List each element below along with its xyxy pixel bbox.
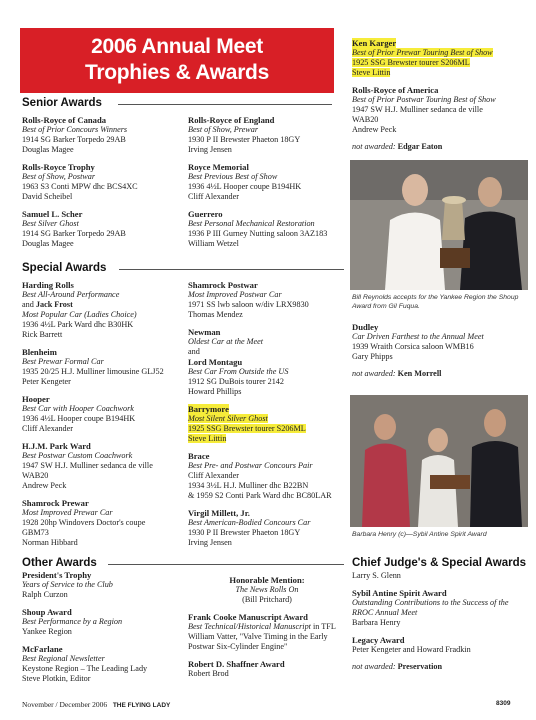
award-entry: Shamrock Prewar Most Improved Prewar Car 1928 20hp Windovers Doctor's coupe GBM73 Norman Hibbard bbox=[22, 498, 146, 547]
award-entry: Robert D. Shaffner Award Robert Brod bbox=[188, 659, 285, 678]
footer-magazine: THE FLYING LADY bbox=[112, 702, 171, 709]
award-entry: Sybil Antine Spirit Award Outstanding Contributions to the Success of the RROC Annual Meet Barbara Henry bbox=[352, 588, 509, 627]
award-entry: Guerrero Best Personal Mechanical Restoration 1936 P III Gurney Nutting saloon 3AZ183 William Wetzel bbox=[188, 209, 328, 248]
photo-image bbox=[350, 160, 528, 290]
award-entry: Newman Oldest Car at the Meet and Lord Montagu Best Car From Outside the US 1912 SG DuBois tourer 2142 Howard Phillips bbox=[188, 327, 289, 396]
section-rule bbox=[108, 564, 344, 565]
award-entry: Shoup Award Best Performance by a Region Yankee Region bbox=[22, 607, 123, 636]
award-entry-karger: Ken Karger Best of Prior Prewar Touring Best of Show 1925 SSG Brewster tourer S206ML Steve Littin bbox=[352, 38, 493, 77]
section-special-awards: Special Awards bbox=[22, 262, 107, 274]
not-awarded-line: not awarded: Edgar Eaton bbox=[352, 142, 443, 151]
photo-image bbox=[350, 395, 528, 527]
award-entry: Royce Memorial Best Previous Best of Show 1936 4½L Hooper coupe B194HK Cliff Alexander bbox=[188, 162, 302, 201]
award-entry: Brace Best Pre- and Postwar Concours Pair Cliff Alexander 1934 3½L H.J. Mulliner dhc B22BN & 1959 S2 Conti Park Ward dhc BC80LAR bbox=[188, 451, 332, 500]
award-entry: Hooper Best Car with Hooper Coachwork 1936 4½L Hooper coupe B194HK Cliff Alexander bbox=[22, 394, 136, 433]
footer-issue: November / December 2006 bbox=[22, 700, 108, 709]
award-entry: Rolls-Royce of England Best of Show, Prewar 1930 P II Brewster Phaeton 18GY Irving Jensen bbox=[188, 115, 301, 154]
not-awarded-line: not awarded: Ken Morrell bbox=[352, 369, 442, 378]
award-entry: Shamrock Postwar Most Improved Postwar Car 1971 SS lwb saloon w/div LRX9830 Thomas Mendez bbox=[188, 280, 309, 319]
honorable-mention: Honorable Mention: The News Rolls On (Bill Pritchard) bbox=[229, 575, 305, 604]
award-entry-barrymore: Barrymore Most Silent Silver Ghost 1925 SSG Brewster tourer S206ML Steve Littin bbox=[188, 404, 306, 443]
award-entry: Rolls-Royce Trophy Best of Show, Postwar 1963 S3 Conti MPW dhc BCS4XC David Scheibel bbox=[22, 162, 138, 201]
footer bbox=[22, 700, 170, 709]
dudley-column bbox=[352, 322, 528, 379]
award-entry: Harding Rolls Best All-Around Performance and Jack Frost Most Popular Car (Ladies Choice) 1936 4½L Park Ward dhc B30HK Rick Barrett bbox=[22, 280, 137, 339]
other-left-column bbox=[22, 570, 184, 691]
award-entry: McFarlane Best Regional Newsletter Keystone Region – The Leading Lady Steve Plotkin, Editor bbox=[22, 644, 148, 683]
page-number: 8309 bbox=[496, 700, 511, 707]
senior-mid-column bbox=[188, 115, 346, 256]
special-left-column bbox=[22, 280, 184, 555]
award-entry: Blenheim Best Prewar Formal Car 1935 20/25 H.J. Mulliner limousine GLJ52 Peter Kengeter bbox=[22, 347, 164, 386]
title-banner bbox=[20, 28, 334, 93]
award-entry: H.J.M. Park Ward Best Postwar Custom Coachwork 1947 SW H.J. Mulliner sedanca de ville WAB20 Andrew Peck bbox=[22, 441, 153, 490]
award-entry: President's Trophy Years of Service to the Club Ralph Curzon bbox=[22, 570, 113, 599]
section-chief-judges-awards: Chief Judge's & Special Awards bbox=[352, 557, 527, 569]
section-other-awards: Other Awards bbox=[22, 557, 97, 569]
award-entry-america: Rolls-Royce of America Best of Prior Postwar Touring Best of Show 1947 SW H.J. Mulliner sedanca de ville WAB20 Andrew Peck bbox=[352, 85, 496, 134]
right-top-column bbox=[352, 38, 528, 152]
award-entry: Rolls-Royce of Canada Best of Prior Concours Winners 1914 SG Barker Torpedo 29AB Douglas Magee bbox=[22, 115, 128, 154]
photo-caption: Barbara Henry (c)—Sybil Antine Spirit Award bbox=[352, 531, 487, 538]
award-entry: Virgil Millett, Jr. Best American-Bodied Concours Car 1930 P II Brewster Phaeton 18GY Irving Jensen bbox=[188, 508, 311, 547]
award-entry-dudley: Dudley Car Driven Farthest to the Annual Meet 1939 Wraith Corsica saloon WMB16 Gary Phipps bbox=[352, 322, 484, 361]
award-entry: Frank Cooke Manuscript Award Best Technical/Historical Manuscript in TFL William Vatter, "Valve Timing in the Early Postwar Six-Cylinder Engine" bbox=[188, 612, 336, 651]
photo-shoup-award bbox=[350, 160, 528, 290]
banner-line-2: Trophies & Awards bbox=[85, 61, 269, 84]
special-mid-column bbox=[188, 280, 346, 555]
section-senior-awards: Senior Awards bbox=[22, 97, 102, 109]
banner-line-1: 2006 Annual Meet bbox=[91, 35, 263, 58]
section-rule bbox=[118, 104, 332, 105]
other-mid-column bbox=[188, 575, 346, 686]
senior-left-column bbox=[22, 115, 182, 256]
photo-caption: Bill Reynolds accepts for the Yankee Region the Shoup Award from Gil Fuqua. bbox=[352, 294, 519, 310]
section-rule bbox=[119, 269, 344, 270]
award-entry: Legacy Award Peter Kengeter and Howard Fradkin bbox=[352, 635, 471, 654]
photo-sybil-award bbox=[350, 395, 528, 527]
chief-column: Larry S. Glenn Sybil Antine Spirit Award Outstanding Contributions to the Success of the RROC Annual Meet Barbara Henry Legacy Award Peter Kengeter and Howard Fradkin not awarded: Preservation bbox=[352, 571, 528, 672]
award-entry: Samuel L. Scher Best Silver Ghost 1914 SG Barker Torpedo 29AB Douglas Magee bbox=[22, 209, 126, 248]
not-awarded-line: not awarded: Preservation bbox=[352, 662, 443, 671]
